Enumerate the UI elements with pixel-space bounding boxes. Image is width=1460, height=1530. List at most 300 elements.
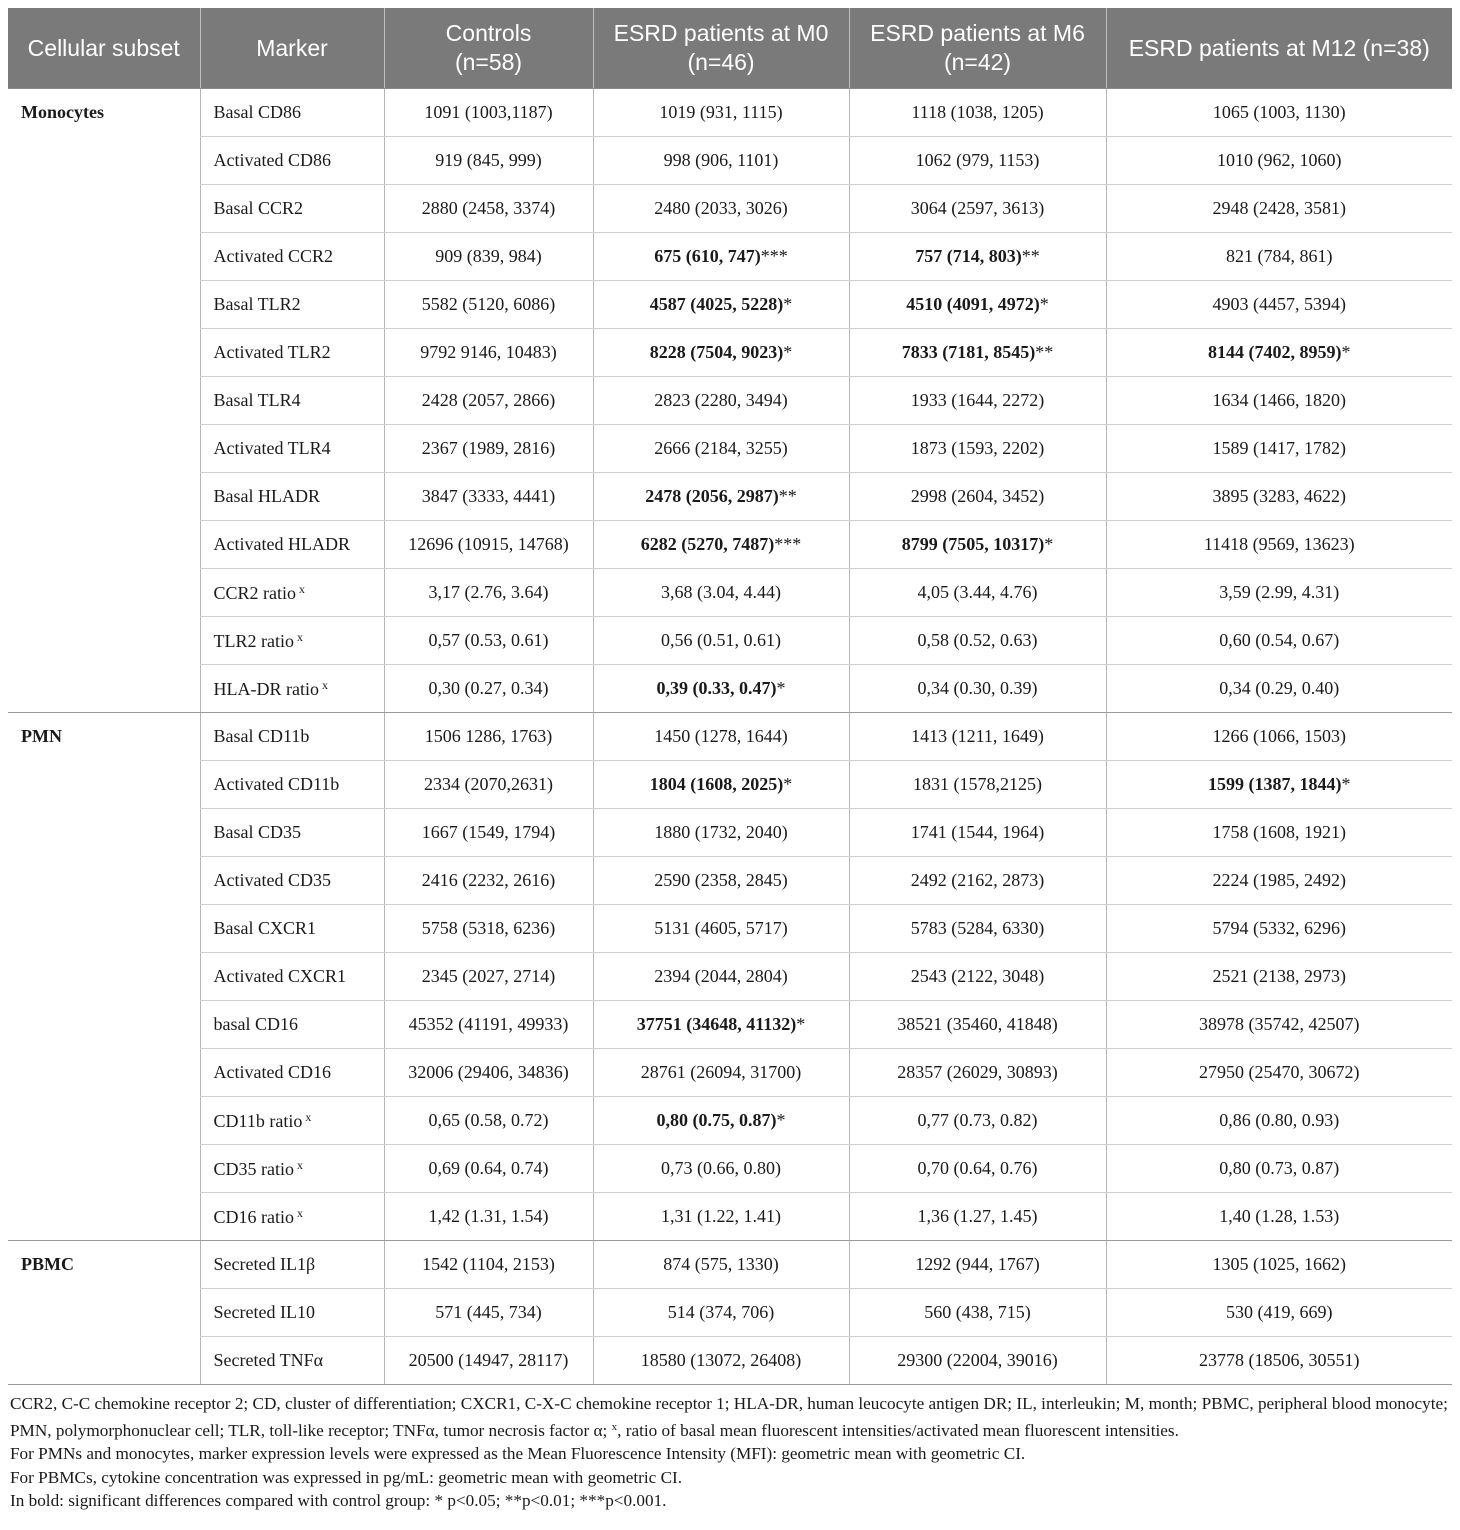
marker-cell bbox=[200, 425, 384, 473]
marker-label: CCR2 ratio bbox=[213, 582, 297, 603]
marker-cell bbox=[200, 281, 384, 329]
value-cell bbox=[1106, 377, 1452, 425]
header-cellular-subset: Cellular subset bbox=[8, 8, 200, 89]
value-cell bbox=[849, 521, 1106, 569]
value-cell bbox=[384, 617, 593, 665]
value-cell bbox=[384, 1001, 593, 1049]
value-text: 2998 (2604, 3452) bbox=[910, 486, 1045, 506]
value-text: 2334 (2070,2631) bbox=[424, 774, 553, 794]
value-cell bbox=[1106, 1049, 1452, 1097]
value-text: 0,80 (0.75, 0.87) bbox=[656, 1110, 777, 1130]
marker-label: basal CD16 bbox=[213, 1014, 298, 1034]
value-text: 1,31 (1.22, 1.41) bbox=[661, 1206, 781, 1226]
value-cell bbox=[849, 905, 1106, 953]
table-row bbox=[8, 425, 1452, 473]
value-text: 909 (839, 984) bbox=[435, 246, 542, 266]
significance-stars: * bbox=[796, 1014, 806, 1034]
value-cell bbox=[849, 377, 1106, 425]
value-text: 27950 (25470, 30672) bbox=[1199, 1062, 1360, 1082]
value-text: 1831 (1578,2125) bbox=[913, 774, 1042, 794]
value-cell bbox=[849, 569, 1106, 617]
value-cell bbox=[849, 857, 1106, 905]
value-cell bbox=[1106, 1193, 1452, 1241]
header-esrd-m0: ESRD patients at M0 (n=46) bbox=[593, 8, 849, 89]
marker-cell bbox=[200, 1097, 384, 1145]
marker-cell bbox=[200, 905, 384, 953]
value-cell bbox=[384, 857, 593, 905]
value-text: 0,70 (0.64, 0.76) bbox=[917, 1158, 1038, 1178]
value-cell bbox=[593, 473, 849, 521]
marker-label: Secreted IL10 bbox=[213, 1302, 315, 1322]
marker-cell bbox=[200, 473, 384, 521]
value-text: 38521 (35460, 41848) bbox=[897, 1014, 1058, 1034]
table-row bbox=[8, 617, 1452, 665]
value-text: 2345 (2027, 2714) bbox=[421, 966, 556, 986]
table-figure bbox=[8, 8, 1452, 1513]
table-row bbox=[8, 713, 1452, 761]
value-text: 45352 (41191, 49933) bbox=[408, 1014, 569, 1034]
marker-label: Activated CD16 bbox=[213, 1062, 331, 1082]
marker-cell bbox=[200, 185, 384, 233]
value-cell bbox=[384, 425, 593, 473]
footnote-mfi: For PMNs and monocytes, marker expression levels were expressed as the Mean Fluorescence Intensity (MFI): geometric mean with geometric CI. bbox=[10, 1444, 1026, 1463]
value-cell bbox=[593, 1001, 849, 1049]
value-text: 9792 9146, 10483) bbox=[420, 342, 557, 362]
value-cell bbox=[1106, 473, 1452, 521]
value-text: 571 (445, 734) bbox=[435, 1302, 542, 1322]
marker-label: Activated CCR2 bbox=[213, 246, 333, 266]
marker-label: Activated CD35 bbox=[213, 870, 331, 890]
marker-cell bbox=[200, 1289, 384, 1337]
value-cell bbox=[384, 473, 593, 521]
footnote-pbmc: For PBMCs, cytokine concentration was expressed in pg/mL: geometric mean with geometric CI. bbox=[10, 1467, 683, 1487]
value-cell bbox=[384, 1241, 593, 1289]
value-text: 4510 (4091, 4972) bbox=[906, 294, 1040, 314]
marker-cell bbox=[200, 953, 384, 1001]
value-cell bbox=[593, 137, 849, 185]
significance-stars: * bbox=[1044, 534, 1054, 554]
significance-stars: ** bbox=[1035, 342, 1054, 362]
value-cell bbox=[849, 1049, 1106, 1097]
table-row bbox=[8, 857, 1452, 905]
marker-label: CD11b ratio bbox=[213, 1110, 303, 1131]
value-text: 514 (374, 706) bbox=[667, 1302, 775, 1322]
marker-cell bbox=[200, 857, 384, 905]
value-cell bbox=[849, 233, 1106, 281]
value-cell bbox=[384, 281, 593, 329]
value-text: 8228 (7504, 9023) bbox=[649, 342, 784, 362]
value-cell bbox=[1106, 1001, 1452, 1049]
marker-label: Activated CD11b bbox=[213, 774, 340, 794]
value-cell bbox=[1106, 137, 1452, 185]
significance-stars: * bbox=[776, 1110, 786, 1130]
value-cell bbox=[384, 1145, 593, 1193]
marker-label: Basal CD35 bbox=[213, 822, 301, 842]
value-cell bbox=[1106, 1337, 1452, 1385]
marker-label: Secreted TNFα bbox=[213, 1350, 324, 1370]
value-text: 3,59 (2.99, 4.31) bbox=[1219, 582, 1340, 602]
value-cell bbox=[384, 713, 593, 761]
significance-stars: * bbox=[783, 774, 793, 794]
value-cell bbox=[1106, 425, 1452, 473]
value-cell bbox=[849, 665, 1106, 713]
marker-label: Basal CXCR1 bbox=[213, 918, 317, 938]
value-cell bbox=[384, 185, 593, 233]
value-cell bbox=[593, 185, 849, 233]
value-cell bbox=[849, 1337, 1106, 1385]
ratio-footnote-mark: x bbox=[299, 581, 306, 596]
marker-label: Basal CD86 bbox=[213, 102, 301, 122]
value-text: 29300 (22004, 39016) bbox=[897, 1350, 1058, 1370]
value-text: 998 (906, 1101) bbox=[663, 150, 779, 170]
table-row bbox=[8, 1145, 1452, 1193]
value-cell bbox=[849, 809, 1106, 857]
value-cell bbox=[593, 857, 849, 905]
table-row bbox=[8, 569, 1452, 617]
value-text: 1634 (1466, 1820) bbox=[1212, 390, 1346, 410]
ratio-footnote-mark: x bbox=[296, 629, 303, 644]
value-text: 5783 (5284, 6330) bbox=[910, 918, 1045, 938]
header-marker: Marker bbox=[200, 8, 384, 89]
value-text: 18580 (13072, 26408) bbox=[640, 1350, 802, 1370]
value-text: 560 (438, 715) bbox=[924, 1302, 1031, 1322]
marker-label: Basal HLADR bbox=[213, 486, 320, 506]
marker-label: Activated CD86 bbox=[213, 150, 331, 170]
value-text: 1933 (1644, 2272) bbox=[910, 390, 1045, 410]
value-text: 2224 (1985, 2492) bbox=[1212, 870, 1346, 890]
value-text: 0,77 (0.73, 0.82) bbox=[917, 1110, 1038, 1130]
table-row bbox=[8, 89, 1452, 137]
value-text: 28761 (26094, 31700) bbox=[640, 1062, 802, 1082]
value-text: 1091 (1003,1187) bbox=[424, 102, 553, 122]
value-text: 3847 (3333, 4441) bbox=[421, 486, 556, 506]
value-text: 0,60 (0.54, 0.67) bbox=[1219, 630, 1340, 650]
value-cell bbox=[593, 233, 849, 281]
table-row bbox=[8, 809, 1452, 857]
value-text: 0,58 (0.52, 0.63) bbox=[917, 630, 1038, 650]
value-text: 1542 (1104, 2153) bbox=[422, 1254, 555, 1274]
value-cell bbox=[593, 89, 849, 137]
marker-cell bbox=[200, 89, 384, 137]
value-cell bbox=[593, 1337, 849, 1385]
value-text: 3895 (3283, 4622) bbox=[1212, 486, 1346, 506]
value-text: 0,30 (0.27, 0.34) bbox=[428, 678, 549, 698]
value-text: 0,65 (0.58, 0.72) bbox=[428, 1110, 549, 1130]
value-cell bbox=[1106, 281, 1452, 329]
value-cell bbox=[849, 473, 1106, 521]
value-text: 1873 (1593, 2202) bbox=[910, 438, 1045, 458]
significance-stars: * bbox=[1341, 774, 1351, 794]
value-text: 3064 (2597, 3613) bbox=[910, 198, 1045, 218]
value-cell bbox=[593, 1241, 849, 1289]
value-cell bbox=[1106, 521, 1452, 569]
value-text: 1450 (1278, 1644) bbox=[654, 726, 788, 746]
value-text: 3,17 (2.76, 3.64) bbox=[428, 582, 549, 602]
value-text: 5794 (5332, 6296) bbox=[1212, 918, 1346, 938]
value-cell bbox=[1106, 809, 1452, 857]
table-row bbox=[8, 329, 1452, 377]
value-cell bbox=[849, 953, 1106, 1001]
marker-cell bbox=[200, 1241, 384, 1289]
value-cell bbox=[1106, 329, 1452, 377]
value-text: 7833 (7181, 8545) bbox=[901, 342, 1036, 362]
ratio-footnote-mark: x bbox=[297, 1157, 303, 1172]
marker-cell bbox=[200, 1337, 384, 1385]
value-cell bbox=[849, 1289, 1106, 1337]
value-cell bbox=[384, 1097, 593, 1145]
marker-cell bbox=[200, 137, 384, 185]
marker-cell bbox=[200, 617, 384, 665]
table-row bbox=[8, 905, 1452, 953]
value-cell bbox=[384, 233, 593, 281]
value-cell bbox=[384, 761, 593, 809]
value-cell bbox=[849, 713, 1106, 761]
value-text: 874 (575, 1330) bbox=[663, 1254, 779, 1274]
value-text: 2880 (2458, 3374) bbox=[421, 198, 556, 218]
marker-cell bbox=[200, 761, 384, 809]
value-text: 1804 (1608, 2025) bbox=[649, 774, 784, 794]
value-text: 5758 (5318, 6236) bbox=[421, 918, 556, 938]
results-table bbox=[8, 8, 1452, 1385]
value-text: 1599 (1387, 1844) bbox=[1208, 774, 1342, 794]
value-text: 0,57 (0.53, 0.61) bbox=[428, 630, 549, 650]
marker-label: Basal CD11b bbox=[213, 726, 310, 746]
significance-stars: * bbox=[783, 294, 793, 314]
value-cell bbox=[849, 1097, 1106, 1145]
value-cell bbox=[593, 1145, 849, 1193]
header-controls: Controls (n=58) bbox=[384, 8, 593, 89]
table-row bbox=[8, 1049, 1452, 1097]
header-esrd-m6: ESRD patients at M6 (n=42) bbox=[849, 8, 1106, 89]
marker-label: Basal TLR2 bbox=[213, 294, 301, 314]
marker-cell bbox=[200, 809, 384, 857]
value-text: 2666 (2184, 3255) bbox=[654, 438, 788, 458]
value-text: 5131 (4605, 5717) bbox=[654, 918, 788, 938]
value-cell bbox=[1106, 761, 1452, 809]
marker-cell bbox=[200, 329, 384, 377]
value-text: 0,56 (0.51, 0.61) bbox=[661, 630, 781, 650]
marker-label: CD16 ratio bbox=[213, 1206, 294, 1227]
value-text: 8144 (7402, 8959) bbox=[1208, 342, 1342, 362]
value-text: 38978 (35742, 42507) bbox=[1199, 1014, 1360, 1034]
value-cell bbox=[593, 1097, 849, 1145]
table-row bbox=[8, 1193, 1452, 1241]
cellular-subset-label: PMN bbox=[8, 713, 200, 1241]
value-text: 28357 (26029, 30893) bbox=[897, 1062, 1058, 1082]
value-cell bbox=[849, 617, 1106, 665]
value-text: 1506 1286, 1763) bbox=[424, 726, 553, 746]
value-text: 6282 (5270, 7487) bbox=[640, 534, 775, 554]
value-cell bbox=[1106, 713, 1452, 761]
significance-stars: * bbox=[1341, 342, 1351, 362]
value-cell bbox=[593, 617, 849, 665]
value-cell bbox=[384, 905, 593, 953]
value-text: 2590 (2358, 2845) bbox=[654, 870, 788, 890]
value-cell bbox=[593, 1193, 849, 1241]
significance-stars: * bbox=[1039, 294, 1049, 314]
value-cell bbox=[1106, 665, 1452, 713]
value-text: 675 (610, 747) bbox=[654, 246, 761, 266]
value-text: 1065 (1003, 1130) bbox=[1212, 102, 1346, 122]
marker-label: Basal TLR4 bbox=[213, 390, 301, 410]
value-cell bbox=[1106, 185, 1452, 233]
value-cell bbox=[1106, 1145, 1452, 1193]
value-cell bbox=[849, 329, 1106, 377]
significance-stars: *** bbox=[760, 246, 788, 266]
value-text: 919 (845, 999) bbox=[435, 150, 542, 170]
value-cell bbox=[593, 569, 849, 617]
value-cell bbox=[593, 521, 849, 569]
table-row bbox=[8, 521, 1452, 569]
value-cell bbox=[849, 761, 1106, 809]
table-row bbox=[8, 233, 1452, 281]
value-text: 1758 (1608, 1921) bbox=[1212, 822, 1346, 842]
value-text: 0,34 (0.29, 0.40) bbox=[1219, 678, 1340, 698]
value-cell bbox=[384, 521, 593, 569]
table-row bbox=[8, 1289, 1452, 1337]
value-cell bbox=[1106, 569, 1452, 617]
value-text: 23778 (18506, 30551) bbox=[1199, 1350, 1360, 1370]
marker-label: Activated TLR4 bbox=[213, 438, 331, 458]
table-row bbox=[8, 1241, 1452, 1289]
value-cell bbox=[1106, 1289, 1452, 1337]
value-cell bbox=[849, 1145, 1106, 1193]
value-text: 1741 (1544, 1964) bbox=[910, 822, 1045, 842]
value-text: 821 (784, 861) bbox=[1226, 246, 1333, 266]
value-text: 2948 (2428, 3581) bbox=[1212, 198, 1346, 218]
value-text: 0,86 (0.80, 0.93) bbox=[1219, 1110, 1340, 1130]
table-header-row bbox=[8, 8, 1452, 89]
value-text: 1589 (1417, 1782) bbox=[1212, 438, 1346, 458]
value-cell bbox=[384, 1337, 593, 1385]
value-text: 32006 (29406, 34836) bbox=[408, 1062, 569, 1082]
marker-cell bbox=[200, 665, 384, 713]
significance-stars: * bbox=[783, 342, 793, 362]
value-text: 2543 (2122, 3048) bbox=[910, 966, 1045, 986]
value-text: 1,36 (1.27, 1.45) bbox=[917, 1206, 1038, 1226]
value-cell bbox=[593, 905, 849, 953]
value-cell bbox=[593, 953, 849, 1001]
value-text: 1010 (962, 1060) bbox=[1217, 150, 1342, 170]
value-text: 3,68 (3.04, 4.44) bbox=[661, 582, 781, 602]
value-text: 0,69 (0.64, 0.74) bbox=[428, 1158, 549, 1178]
value-text: 1266 (1066, 1503) bbox=[1212, 726, 1346, 746]
marker-label: CD35 ratio bbox=[213, 1158, 294, 1179]
marker-cell bbox=[200, 1049, 384, 1097]
marker-cell bbox=[200, 233, 384, 281]
value-text: 2428 (2057, 2866) bbox=[421, 390, 556, 410]
value-cell bbox=[384, 569, 593, 617]
significance-stars: * bbox=[776, 678, 786, 698]
significance-stars: *** bbox=[774, 534, 802, 554]
value-text: 12696 (10915, 14768) bbox=[408, 534, 569, 554]
value-text: 1880 (1732, 2040) bbox=[654, 822, 788, 842]
value-cell bbox=[384, 137, 593, 185]
marker-label: Activated TLR2 bbox=[213, 342, 331, 362]
value-text: 757 (714, 803) bbox=[915, 246, 1022, 266]
table-row bbox=[8, 665, 1452, 713]
value-text: 20500 (14947, 28117) bbox=[408, 1350, 569, 1370]
value-cell bbox=[593, 425, 849, 473]
value-cell bbox=[1106, 905, 1452, 953]
table-row bbox=[8, 953, 1452, 1001]
value-text: 4,05 (3.44, 4.76) bbox=[917, 582, 1038, 602]
value-text: 37751 (34648, 41132) bbox=[636, 1014, 797, 1034]
value-cell bbox=[1106, 1241, 1452, 1289]
value-cell bbox=[384, 329, 593, 377]
value-cell bbox=[849, 425, 1106, 473]
header-esrd-m12: ESRD patients at M12 (n=38) bbox=[1106, 8, 1452, 89]
value-text: 1118 (1038, 1205) bbox=[911, 102, 1044, 122]
marker-label: Activated HLADR bbox=[213, 534, 350, 554]
value-cell bbox=[1106, 233, 1452, 281]
marker-cell bbox=[200, 1145, 384, 1193]
value-text: 1019 (931, 1115) bbox=[659, 102, 783, 122]
value-cell bbox=[849, 185, 1106, 233]
value-text: 8799 (7505, 10317) bbox=[901, 534, 1045, 554]
footnote-abbreviations: CCR2, C-C chemokine receptor 2; CD, cluster of differentiation; CXCR1, C-X-C chemokine receptor 1; HLA-DR, human leucocyte antigen DR; IL, interleukin; M, month; PBMC, peripheral blood monocyte; PMN, polymorphonuclear cell; TLR, toll-like receptor; TNFα, tumor necrosis factor α; $^x$, ratio of basal mean fluorescent intensities/activated mean fluorescent intensities. bbox=[10, 1394, 1448, 1440]
value-text: 2416 (2232, 2616) bbox=[421, 870, 556, 890]
marker-label: TLR2 ratio bbox=[213, 630, 294, 651]
marker-cell bbox=[200, 1193, 384, 1241]
value-text: 0,80 (0.73, 0.87) bbox=[1219, 1158, 1340, 1178]
table-row bbox=[8, 1097, 1452, 1145]
table-footnotes bbox=[8, 1392, 1452, 1513]
table-body bbox=[8, 89, 1452, 1385]
value-cell bbox=[1106, 953, 1452, 1001]
value-cell bbox=[849, 1193, 1106, 1241]
cellular-subset-label: Monocytes bbox=[8, 89, 200, 713]
value-text: 2478 (2056, 2987) bbox=[645, 486, 779, 506]
significance-stars: ** bbox=[778, 486, 797, 506]
table-row bbox=[8, 281, 1452, 329]
table-row bbox=[8, 137, 1452, 185]
value-cell bbox=[1106, 617, 1452, 665]
marker-cell bbox=[200, 521, 384, 569]
value-cell bbox=[593, 761, 849, 809]
value-cell bbox=[384, 1193, 593, 1241]
value-cell bbox=[1106, 1097, 1452, 1145]
marker-cell bbox=[200, 1001, 384, 1049]
value-cell bbox=[593, 665, 849, 713]
value-text: 1292 (944, 1767) bbox=[915, 1254, 1040, 1274]
marker-label: Secreted IL1β bbox=[213, 1254, 316, 1274]
value-cell bbox=[384, 1049, 593, 1097]
significance-stars: ** bbox=[1021, 246, 1040, 266]
value-cell bbox=[849, 137, 1106, 185]
value-text: 4587 (4025, 5228) bbox=[649, 294, 784, 314]
footnote-bold: In bold: significant differences compared with control group: * p<0.05; **p<0.01; ***p<0.001. bbox=[10, 1491, 667, 1510]
value-text: 1,42 (1.31, 1.54) bbox=[428, 1206, 549, 1226]
value-text: 2521 (2138, 2973) bbox=[1212, 966, 1346, 986]
ratio-footnote-mark: x bbox=[297, 1205, 303, 1220]
value-text: 2492 (2162, 2873) bbox=[910, 870, 1045, 890]
value-text: 0,34 (0.30, 0.39) bbox=[917, 678, 1038, 698]
value-cell bbox=[849, 1001, 1106, 1049]
value-text: 1667 (1549, 1794) bbox=[421, 822, 556, 842]
value-text: 530 (419, 669) bbox=[1226, 1302, 1333, 1322]
value-text: 1305 (1025, 1662) bbox=[1212, 1254, 1346, 1274]
value-cell bbox=[384, 1289, 593, 1337]
table-row bbox=[8, 185, 1452, 233]
value-cell bbox=[384, 953, 593, 1001]
value-text: 1062 (979, 1153) bbox=[915, 150, 1040, 170]
value-cell bbox=[593, 377, 849, 425]
marker-cell bbox=[200, 377, 384, 425]
marker-cell bbox=[200, 569, 384, 617]
value-text: 4903 (4457, 5394) bbox=[1212, 294, 1346, 314]
value-cell bbox=[384, 665, 593, 713]
